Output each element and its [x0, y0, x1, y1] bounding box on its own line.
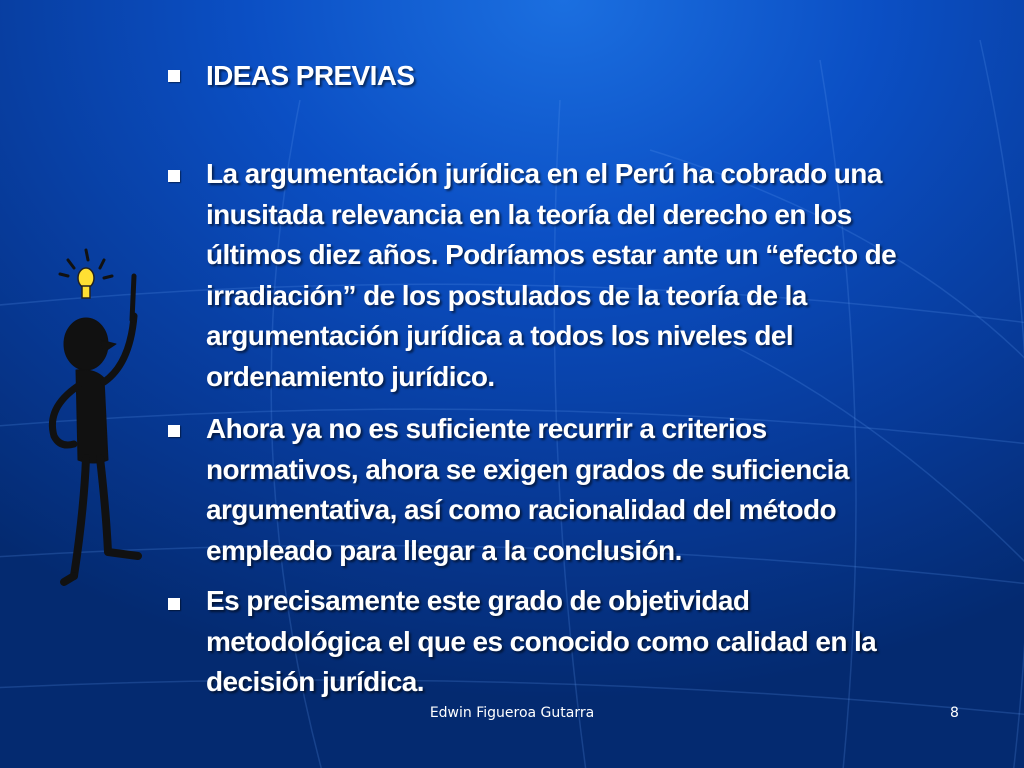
bullet-paragraph-2: Ahora ya no es suficiente recurrir a criterios normativos, ahora se exigen grados de suficiencia argumentativa, así como racionalidad del método empleado para llegar a la conclusión.: [206, 413, 849, 566]
bullet-paragraph-1: La argumentación jurídica en el Perú ha cobrado una inusitada relevancia en la teoría del derecho en los últimos diez años. Podríamos estar ante un “efecto de irradiación” de los postulados de la teoría de la argumentación jurídica a todos los niveles del ordenamiento jurídico.: [206, 158, 897, 392]
bullet-paragraph-3: Es precisamente este grado de objetividad metodológica el que es conocido como calidad en la decisión jurídica.: [206, 585, 877, 697]
bullet-marker: [168, 598, 180, 610]
footer-author: Edwin Figueroa Gutarra: [429, 705, 595, 721]
slide-page-number: 8: [950, 705, 959, 721]
bullet-marker: [168, 425, 180, 437]
bullet-heading: IDEAS PREVIAS: [206, 60, 415, 91]
bullet-marker: [168, 170, 180, 182]
bullet-marker: [168, 70, 180, 82]
